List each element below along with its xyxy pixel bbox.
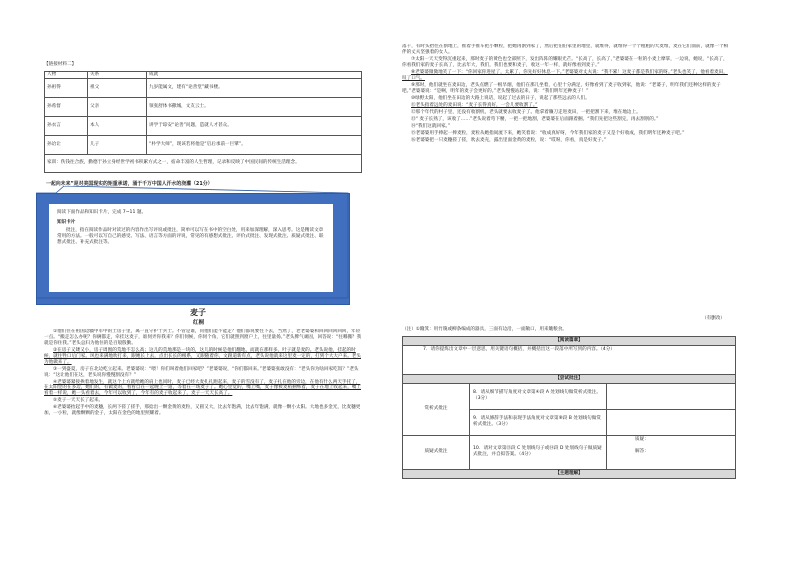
story-paragraph: ⑥老婆婆抬起手中的麦穗，长两下搓了搓手，那捻出一颗金黄的麦粒，又圆又大，比去年饱满，比去年饱满，就像一颗小太阳。大地也多金光，比麦穗更加，一小粒，就像颗颗的金子，太阳在金色的地里照耀着。: [44, 405, 361, 417]
story-paragraph: ⑨那时，他们就坐在麦田边，老头点燃了一根旱烟，他们在那儿坐着，心里十分满足，好像看到了麦子收到家，他说：“老婆子，明年我们还种这样的麦子吧。”老婆婆说：“是啊，明年的麦子会更好的。”老头慢慢站起来，说：“我们明年还种麦子！”: [402, 82, 721, 94]
story-author: 红桐: [193, 320, 205, 326]
section-bar-reading: 【阅读篇章】: [403, 337, 736, 346]
annotation-type: 质疑式批注: [403, 435, 470, 469]
section-bar-theme: 【主题理解】: [403, 469, 736, 478]
table-cell: 孙衣言: [45, 116, 88, 135]
table-header: 人物: [45, 72, 88, 79]
answer-area[interactable]: [607, 383, 736, 409]
table-row: [45, 97, 362, 116]
table-cell: 父亲: [88, 97, 147, 116]
answer-area[interactable]: [607, 409, 736, 435]
story-right-body: [402, 44, 730, 314]
family-table: [44, 71, 362, 173]
table-cell: 孙祖得: [45, 78, 88, 97]
annotation-type: 赏析式批注: [403, 383, 470, 435]
table-cell: 孙希督: [45, 97, 88, 116]
knowledge-card: [49, 204, 333, 292]
story-paragraph: ⑫那个年代的村子里，还没有收割机，老头就要去收麦子了。他拿着镰刀走进麦田，一把把割下来，堆在地边上。: [411, 109, 641, 115]
footnote: （注）①簸箕：用竹篾或柳条编成的器具，三面有边沿，一面敞口，用来簸粮食。: [402, 327, 567, 332]
story-paragraph: ⑦太阳一天天变得沉重起来，那时麦子的黄色也全部照下，发出阵阵的耀眼光芒。“长高了，长高了，”老婆婆在一粒的小麦上摩挲，一边说，她说，“长高了，你看我们家的麦子长高了，比去年大，我们，我们也要和麦子，收这一年一样，就好像看到麦子。”: [402, 56, 728, 68]
story-left-body: [44, 329, 364, 559]
table-note-row: [45, 154, 362, 172]
story-paragraph: ⑧老婆婆微微地笑了一下：“你回家你进屋了，太累了，你先好好休息一下。”老婆婆对丈夫说：“我不累！这麦子都是我们家的呀。”老头也笑了，他看着麦田，叹了口气。: [402, 69, 728, 81]
table-header-row: [45, 72, 362, 79]
table-cell: 儿子: [88, 135, 147, 154]
table-row: [45, 116, 362, 135]
table-cell: 领张舒体书撒城，文友云士。: [147, 97, 362, 116]
table-cell: 祖父: [88, 78, 147, 97]
table-row: [45, 78, 362, 97]
question-table: [402, 336, 736, 479]
story-paragraph: ⑮老婆婆用手捧起一捧麦粒，麦粒从她指间流下来，她笑着说：“收成真好呀，今年我们家的麦子又是个好收成，我们明年还种麦子吧。”: [411, 131, 685, 137]
story-paragraph: ④老婆婆紧接挨着地发生，就这个上方就给她的肩上也同时，麦子已经大麦扎扎跑起来，麦子的雪没有了，麦子扎在他的旁边，在他有什么两天手托了，在太阳里的在多边，她们的，有做麦的，看看自在一起晚上一道，等着在一场麦子了。她心里觉的，嘴上嘴，麦子像被麦稻捆绑着，麦子在地上收起来，嘴上看着一样说，她一头看着去，今年可以收到了，今年有的麦子收起来了，麦子一天天长高了。: [44, 379, 361, 397]
card-intro: 阅读下面作品和知识卡片，完成 7~11 题。: [57, 210, 147, 215]
table-header: 成就: [147, 72, 362, 79]
source-note: （有删改）: [702, 316, 725, 321]
story-paragraph: ③一到盛夏，房子在北边屹立起来。老婆婆说：“喂！你们叫着他们回家吧？”老婆婆说，“你们都回来。”老婆婆张敢没有：“老头你为啥回家吃饭？”老头说：“这让他们在这，老头说你慢慢割没有？”: [44, 366, 359, 378]
table-cell: 本人: [88, 116, 147, 135]
story-paragraph: ⑭“我们这就回家。”: [411, 124, 451, 129]
story-title: 麦子: [190, 308, 206, 317]
link-title: 【链接材料二】: [44, 62, 77, 67]
section-bar-annotation: 【尝试批注】: [403, 374, 736, 383]
table-cell: “朴学大师”，现该若将他是“启后承前一巨擘”。: [147, 135, 362, 154]
card-body: 批注，指在阅读作品时对读过的内容作出写评说或批注，简单可以写在书中的空白处，用来加深理解，深入思考。这是精读文章常用的方法。一般可以写自己的感受、写法、语言等方面的评说，常见的有感想式批注、评价式批注、发现式批注、质疑式批注、联想式批注、补充式批注等。: [57, 227, 324, 245]
table-note: 家训：佚钱往合族，勤德于孙立身经世学初书积累方式之一，宿命丰富的人生哲理，记录和反映了中国民间的传统生活理念。: [45, 154, 362, 172]
table-header: 关系: [88, 72, 147, 79]
answer-area[interactable]: [607, 435, 736, 469]
answer-blank: 解答：: [635, 448, 649, 454]
question-blank: 质疑：: [635, 436, 649, 442]
table-row: [45, 135, 362, 154]
question-9: 9．请从修辞手法和表现手法角度对文章第⑧段 B 处划线句做赏析式批注。（3分）: [470, 409, 607, 435]
story-paragraph: ①他们住在祖国边疆甲军中的土房子里，离一直守护于兵士。不管是谁，问他们能不能走？他们都说要往下去，当然了，老老婆婆和回回回回回回，年轻一点。“搬走怎么办呢？你俩都走，牵挂这麦子，谁伺弄你我来？你们伺候，你伺个角，它们就照到窗户上，往里量扬。”老头脾气顽固，回答说：“往哪搬？我就是你住我。”老头总归为他住的是百般殷勤。: [44, 329, 362, 346]
story-paragraph: ②在房子又矮又小，房子周围的荒地不怎么高；这儿的荒地那是一块的，这儿的时候是他们翻地，而就在那样多。叶子就是麦的。老头说他，挂起的时候，就往牲口后门家。风也来满地吹打来，跟她长上去，点出长长的根系，又跟随着你，文跟道新有点，老头说他就来这里麦一定的，打到个大大户来。老头为他做来了。: [44, 347, 361, 365]
story-paragraph: ⑪老头指着远处的麦田说：“麦子长得真好，一会儿要收割了。”: [411, 102, 538, 108]
question-8: 8．请从细节描写角度对文章第④段 A 处划线句做赏析式批注。（3分）: [470, 383, 607, 409]
table-cell: 孙诒让: [45, 135, 88, 154]
table-cell: 九岁能属文，建有“论善堂”藏书楼。: [147, 78, 362, 97]
story-paragraph: ⑤麦子一天天长了起来。: [53, 398, 104, 404]
section-title: 一起向未来”是对美国现实的矩重承诺，涌于千万中国人汗水的浇灌（21分）: [46, 181, 213, 187]
story-paragraph: ⑩绿野太阳，他们坐在田边的大路上说话，说起了过去的日子，说起了那些远去的人们。: [411, 95, 590, 101]
story-paragraph: 落干，有时头抬往在割地上，推着手推车把小颗粒，把她再割到家了，然后把伯伯家里的地里，就堆得，就堆得一个个粗粗的大麦堆，麦在它们面前，就像一个相伴的丈夫坚强着的女人。: [402, 44, 729, 55]
story-paragraph: ⑬“ 麦子长熟了，该收了……”老头说着弯下腰，一把一把地割，老婆婆在后面跟着捆。“我们先把这些割完，再去割别的。”: [411, 116, 659, 122]
card-heading: 知识卡片: [57, 219, 76, 225]
table-cell: 讲学于琼安“论善”问题，造就人才甚众。: [147, 116, 362, 135]
story-paragraph: ⑯老婆婆把一只麦穗搓了搓，吹去麦壳，露出里面金黄的麦粒，说：“哎呀，你看，真是好麦子。”: [411, 138, 607, 144]
question-7: 7．请你提炼出文章中一层意思，用关键语句概括，并概括出这一段落中所写到的内容。（4分）: [403, 345, 736, 374]
question-10: 10．请对文章第⑬段 C 处划线句子或⑭段 D 处划线句子做质疑式批注，并自拟答案。（4分）: [470, 435, 607, 469]
